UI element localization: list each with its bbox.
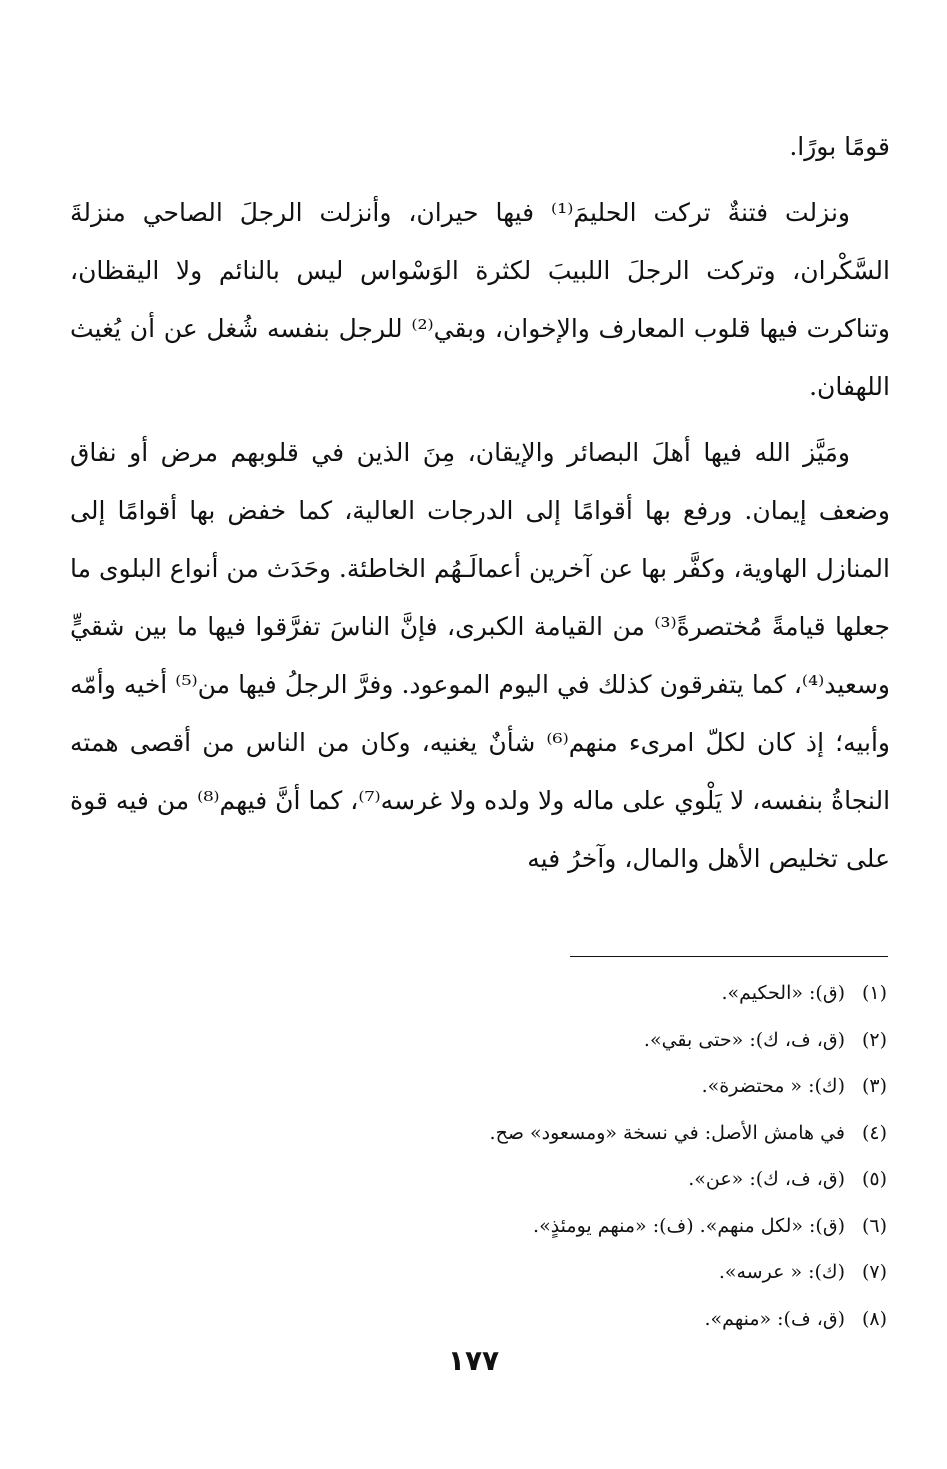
page-number: ١٧٧: [447, 1344, 500, 1377]
footnote-2: [127, 1017, 887, 1064]
footnote-8: [127, 1296, 887, 1343]
footnote-text: (ك): « عرسه».: [718, 1261, 845, 1283]
footnote-text: (ق): «الحكيم».: [721, 982, 845, 1004]
footnote-text: (ق، ف، ك): «عن».: [688, 1168, 845, 1190]
paragraph-3: ومَيَّز الله فيها أهلَ البصائر والإيقان، مِنَ الذين في قلوبهم مرض أو نفاق وضعف إيمان. ورفع بها أقوامًا إلى الدرجات العالية، كما خفض بها أقوامًا إلى المنازل الهاوية، وكفَّر بها عن آخرين أعمالَـهُم الخاطئة. وحَدَث من أنواع البلوى ما جعلها قيامةً مُختصرةً⁽³⁾ من القيامة الكبرى، فإنَّ الناسَ تفرَّقوا فيها ما بين شقيٍّ وسعيد⁽⁴⁾، كما يتفرقون كذلك في اليوم الموعود. وفرَّ الرجلُ فيها من⁽⁵⁾ أخيه وأمّه وأبيه؛ إذ كان لكلّ امرىء منهم⁽⁶⁾ شأنٌ يغنيه، وكان من الناس من أقصى همته النجاةُ بنفسه، لا يَلْوي على ماله ولا ولده ولا غرسه⁽⁷⁾، كما أنَّ فيهم⁽⁸⁾ من فيه قوة على تخليص الأهل والمال، وآخرُ فيه: [70, 438, 891, 873]
footnote-separator: [570, 956, 888, 957]
footnote-text: (ق): «لكل منهم». (ف): «منهم يومئذٍ».: [533, 1214, 845, 1237]
footnote-text: (ق، ف): «منهم».: [704, 1307, 845, 1330]
footnote-text: في هامش الأصل: في نسخة «ومسعود» صح.: [489, 1121, 845, 1144]
footnotes-list: [127, 970, 887, 1342]
footnote-7: [127, 1249, 887, 1296]
footnote-number: (٢): [861, 1028, 887, 1051]
paragraph-1: قومًا بورًا.: [789, 132, 890, 161]
footnote-number: (٥): [861, 1168, 887, 1190]
footnote-4: [127, 1110, 887, 1157]
paragraph-2: ونزلت فتنةٌ تركت الحليمَ⁽¹⁾ فيها حيران، وأنزلت الرجلَ الصاحي منزلةَ السَّكْران، وتركت الرجلَ اللبيبَ لكثرة الوَسْواس ليس بالنائم ولا اليقظان، وتناكرت فيها قلوب المعارف والإخوان، وبقي⁽²⁾ للرجل بنفسه شُغل عن أن يُغيث اللهفان.: [70, 198, 890, 401]
footnote-text: (ك): « محتضرة».: [701, 1075, 845, 1097]
footnote-5: [127, 1156, 887, 1203]
footnote-6: [127, 1203, 887, 1250]
footnote-text: (ق، ف، ك): «حتى بقي».: [643, 1028, 845, 1051]
footnote-number: (٦): [861, 1214, 887, 1237]
footnote-1: [127, 970, 887, 1017]
footnote-number: (٤): [861, 1121, 887, 1144]
footnote-number: (٨): [861, 1307, 887, 1330]
footnote-number: (٧): [861, 1261, 887, 1283]
footnote-3: [127, 1063, 887, 1110]
main-text: [70, 118, 890, 888]
footnote-number: (١): [861, 982, 887, 1004]
footnote-number: (٣): [861, 1075, 887, 1097]
